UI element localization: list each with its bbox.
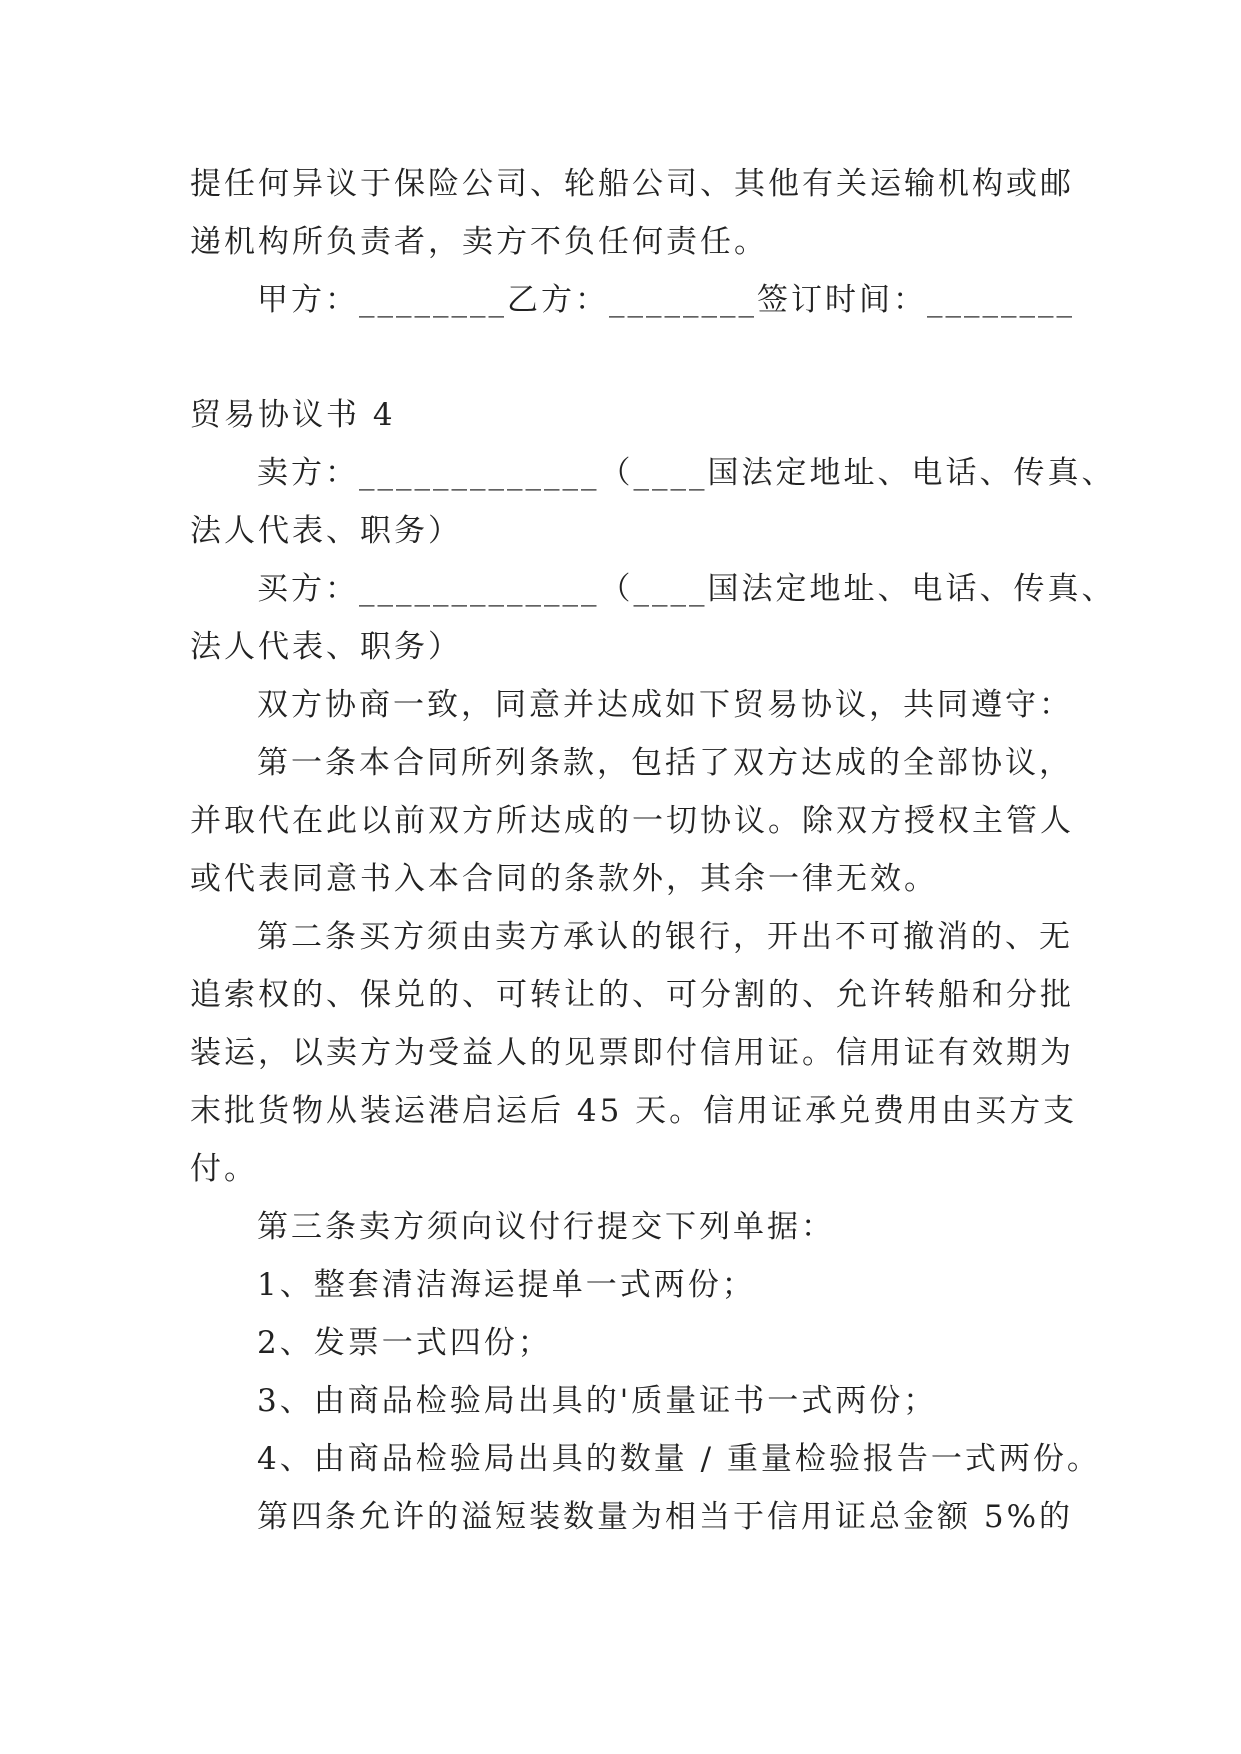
article-line: 第四条允许的溢短装数量为相当于信用证总金额 5%的 [257,1499,1074,1535]
buyer-line: 买方：_____________（____国法定地址、电话、传真、 [257,571,1116,607]
paragraph-line: 并取代在此以前双方所达成的一切协议。除双方授权主管人 [190,803,1074,839]
article-line: 第三条卖方须向议付行提交下列单据： [257,1209,835,1245]
paragraph-line: 提任何异议于保险公司、轮船公司、其他有关运输机构或邮 [190,166,1074,202]
section-title: 贸易协议书 4 [190,397,396,433]
paragraph-line: 末批货物从装运港启运后 45 天。信用证承兑费用由买方支 [190,1093,1078,1129]
paragraph-line: 法人代表、职务） [190,513,462,549]
list-item: 4、由商品检验局出具的数量 / 重量检验报告一式两份。 [257,1441,1101,1477]
paragraph-line: 追索权的、保兑的、可转让的、可分割的、允许转船和分批 [190,977,1074,1013]
paragraph-line: 法人代表、职务） [190,629,462,665]
list-item: 3、由商品检验局出具的'质量证书一式两份； [257,1383,938,1419]
paragraph-line: 递机构所负责者，卖方不负任何责任。 [190,224,768,260]
paragraph-line: 付。 [190,1151,258,1187]
paragraph-line: 装运，以卖方为受益人的见票即付信用证。信用证有效期为 [190,1035,1074,1071]
article-line: 第二条买方须由卖方承认的银行，开出不可撤消的、无 [257,919,1073,955]
seller-line: 卖方：_____________（____国法定地址、电话、传真、 [257,455,1116,491]
list-item: 1、整套清洁海运提单一式两份； [257,1267,756,1303]
paragraph-line: 双方协商一致，同意并达成如下贸易协议，共同遵守： [257,687,1073,723]
paragraph-line: 或代表同意书入本合同的条款外，其余一律无效。 [190,861,938,897]
list-item: 2、发票一式四份； [257,1325,552,1361]
signature-line: 甲方：________乙方：________签订时间：________ [257,282,1075,318]
article-line: 第一条本合同所列条款，包括了双方达成的全部协议， [257,745,1073,781]
